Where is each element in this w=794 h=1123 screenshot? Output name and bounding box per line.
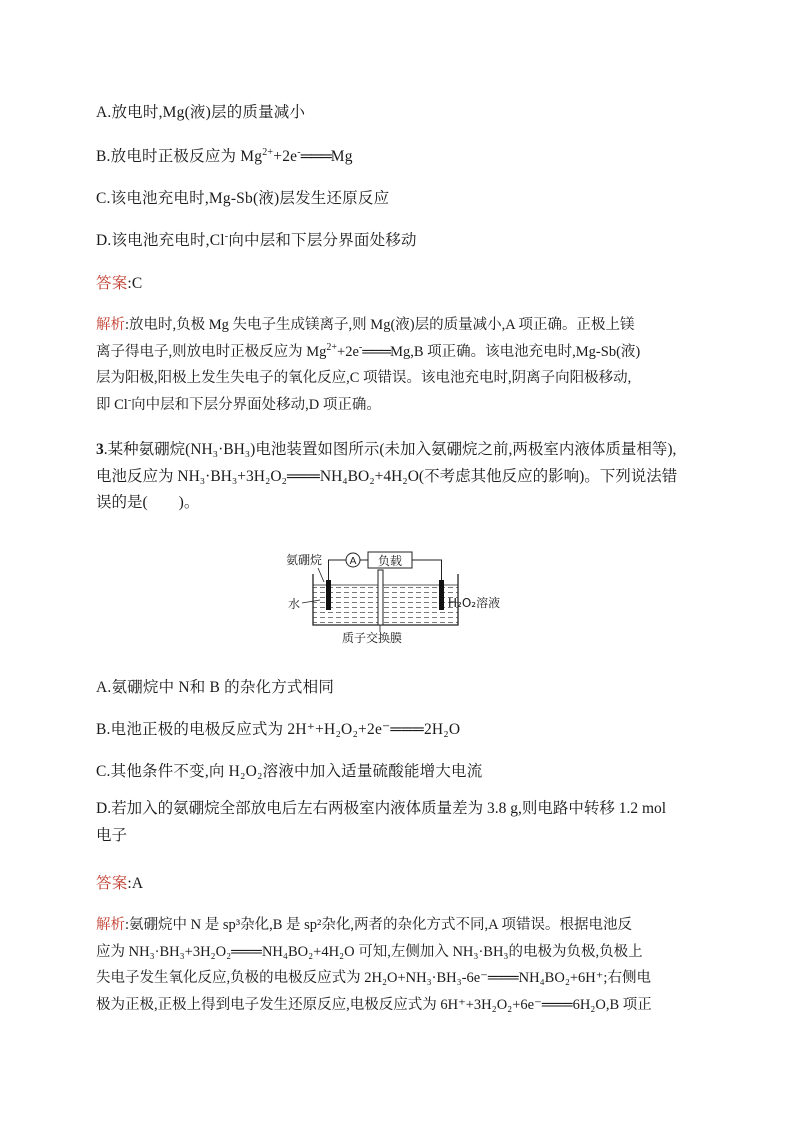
q2-option-d-post: 向中层和下层分界面处移动 [228, 232, 417, 249]
q2-explanation-label: 解析 [96, 317, 125, 333]
q3-explanation-line-2: 应为 NH₃·BH₃+3H₂O₂═══NH₄BO₂+4H₂O 可知,左侧加入 NH₃·BH₃的电极为负极,负极上 [96, 943, 643, 960]
q2-explanation-sup-1: 2+ [326, 341, 338, 353]
membrane-label: 质子交换膜 [342, 631, 403, 645]
ammonia-borane-label: 氨硼烷 [286, 553, 323, 567]
q2-explanation-line-4 [96, 392, 700, 419]
q2-option-b-post: Mg [330, 148, 353, 165]
left-electrode [326, 580, 331, 610]
right-electrode [439, 580, 444, 610]
ammeter-label: A [349, 556, 357, 567]
q3-answer-label: 答案 [96, 875, 128, 892]
q3-explanation-label: 解析 [96, 917, 125, 933]
q2-explanation-text-1: :放电时,负极 Mg 失电子生成镁离子,则 Mg(液)层的质量减小,A 项正确。正极上镁 [125, 317, 635, 333]
q2-option-b-pre: B.放电时正极反应为 Mg [96, 148, 263, 165]
q2-explanation-sup-3: - [127, 394, 132, 406]
q3-option-b: B.电池正极的电极反应式为 2H⁺+H₂O₂+2e⁻═══2H₂O [96, 721, 461, 738]
q3-stem-line-1 [96, 437, 700, 464]
q3-option-d-line-2: 电子 [96, 826, 128, 844]
membrane [378, 570, 383, 625]
h2o2-label: H₂O₂溶液 [448, 596, 501, 610]
ammonia-borane-pointer [318, 568, 324, 582]
q3-option-c: C.其他条件不变,向 H₂O₂溶液中加入适量硫酸能增大电流 [96, 763, 483, 780]
q3-stem-line-2: 电池反应为 NH₃·BH₃+3H₂O₂═══NH₄BO₂+4H₂O(不考虑其他反应的影响)。下列说法错 [96, 467, 678, 485]
q3-option-d-line-1: D.若加入的氨硼烷全部放电后左右两极室内液体质量差为 3.8 g,则电路中转移 1.2 mol [96, 800, 667, 817]
q2-option-b [96, 144, 353, 166]
q2-explanation-text-2b: +2e [337, 343, 359, 360]
q2-explanation-sup-2: - [358, 341, 363, 353]
q2-option-b-electron: - [297, 146, 301, 158]
q3-answer [96, 871, 143, 893]
q2-explanation-text-2a: 离子得电子,则放电时正极反应为 Mg [96, 343, 327, 360]
q2-explanation-line-2 [96, 339, 700, 366]
battery-diagram [280, 540, 520, 648]
q3-explanation-line-4: 极为正极,正极上得到电子发生还原反应,电极反应式为 6H⁺+3H₂O₂+6e⁻═══6H₂O,B 项正 [96, 996, 652, 1013]
q3-option-a: A.氨硼烷中 N和 B 的杂化方式相同 [96, 679, 335, 696]
q2-answer-value: :C [127, 275, 143, 292]
q2-option-b-charge: 2+ [262, 146, 274, 158]
q2-explanation-line-3: 层为阳极,阳极上发生失电子的氧化反应,C 项错误。该电池充电时,阴离子向阳极移动, [96, 370, 632, 386]
q2-explanation-line-1 [96, 312, 700, 339]
q2-option-b-equals: ═══ [300, 148, 331, 165]
q2-option-b-mid: +2e [273, 148, 298, 165]
q2-explanation-equals: ═══ [362, 343, 391, 360]
liquid-fill [313, 585, 458, 625]
load-label: 负载 [377, 554, 403, 568]
right-wire [412, 560, 442, 580]
q2-answer [96, 271, 142, 293]
q3-explanation-text-1: :氨硼烷中 N 是 sp³杂化,B 是 sp²杂化,两者的杂化方式不同,A 项错误。根据电池反 [125, 917, 632, 933]
q2-option-d-charge: - [224, 230, 229, 242]
water-label: 水 [288, 597, 301, 611]
q2-explanation-text-4a: 即 Cl [96, 396, 128, 413]
q2-option-a: A.放电时,Mg(液)层的质量减小 [96, 104, 306, 121]
q3-stem-line-3: 误的是( )。 [96, 494, 200, 511]
q3-explanation [96, 912, 700, 1018]
q3-option-d [96, 796, 700, 849]
q2-option-c: C.该电池充电时,Mg-Sb(液)层发生还原反应 [96, 190, 390, 207]
q3-explanation-line-3: 失电子发生氧化反应,负极的电极反应式为 2H₂O+NH₃·BH₃-6e⁻═══NH₄BO₂+6H⁺;右侧电 [96, 970, 651, 986]
left-wire [329, 560, 349, 580]
q2-answer-label: 答案 [96, 275, 128, 292]
q3-stem [96, 437, 700, 517]
q3-explanation-line-1 [96, 912, 700, 939]
q2-explanation-text-2c: Mg,B 项正确。该电池充电时,Mg-Sb(液) [390, 343, 641, 360]
q3-answer-value: :A [127, 875, 144, 892]
q3-number: 3 [96, 441, 104, 458]
q2-option-d [96, 228, 417, 250]
q2-option-d-pre: D.该电池充电时,Cl [96, 232, 225, 249]
q2-explanation [96, 312, 700, 418]
q2-explanation-text-4b: 向中层和下层分界面处移动,D 项正确。 [131, 396, 381, 413]
q3-stem-text-1: .某种氨硼烷(NH₃·BH₃)电池装置如图所示(未加入氨硼烷之前,两极室内液体质量相等), [103, 441, 677, 458]
